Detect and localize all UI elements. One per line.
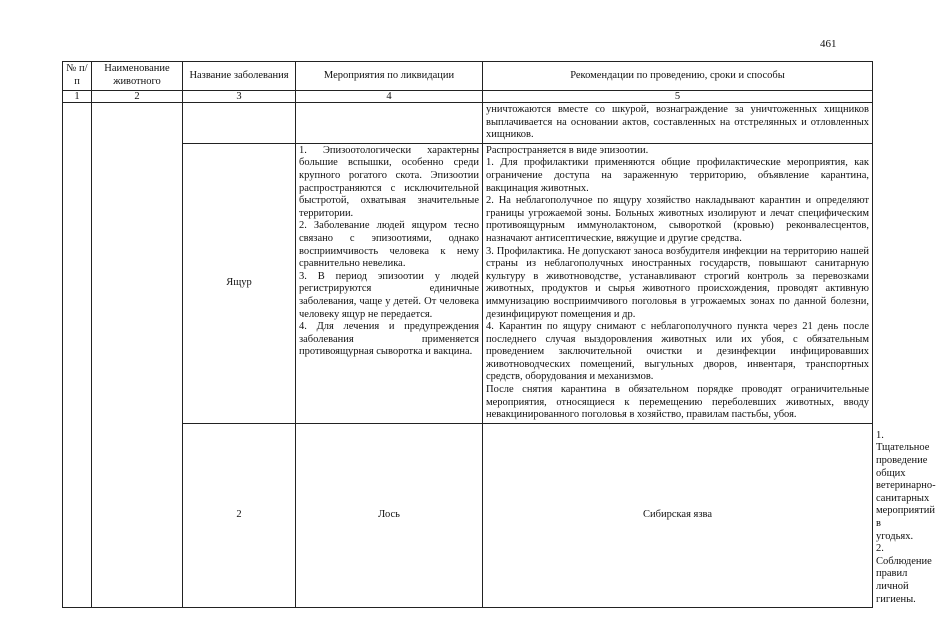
measure-item: 1. Эпизоотологически характерны большие вспышки, особенно среди крупного рогатого скота. Эпизоотии распространяются с исключительной быстротой, охватывая значительные территории. [299,144,479,219]
recommendations-cell [483,143,873,423]
header-row [63,62,873,91]
header-number: № п/п [63,62,92,91]
page-number: 461 [820,38,837,50]
column-number: 3 [183,91,296,103]
measure-item: 4. Для лечения и предупреждения заболевания применяется противоящурная сыворотка и вакцина. [299,321,479,358]
recommendation-item: 2. На неблагополучное по ящуру хозяйство накладывают карантин и определяют границы угрожаемой зоны. Больных животных изолируют и лечат специфическим противоящурным иммунолактоном, сывороткой (кровью) реконвалесцентов, назначают антисептические, вяжущие и другие средства. [486,195,869,244]
empty-disease-cell [183,103,296,144]
row-number-cell [63,103,92,608]
header-recommendations: Рекомендации по проведению, сроки и способы [483,62,873,91]
column-number-row [63,91,873,103]
disease-cell: Ящур [183,143,296,423]
table-row: 2 Лось Сибирская язва 1. Тщательное проведение общих ветеринарно-санитарных мероприятий в угодьях. 2. Соблюдение правил личной гигиены. [63,423,873,607]
empty-measures-cell [296,103,483,144]
column-number: 2 [92,91,183,103]
column-number: 4 [296,91,483,103]
table-row [63,103,873,144]
recommendation-item: 4. Карантин по ящуру снимают с неблагополучного пункта через 21 день после последнего случая выздоровления животных или их убоя, с обязательным проведением заключительной очистки и дезинфекции инфицировавших животноводческих помещений, выгульных дворов, инвентаря, транспортных средств, оборудования и механизмов. [486,321,869,383]
animal-cell: Лось [296,423,483,607]
measure-item: 3. В период эпизоотии у людей регистрируются единичные заболевания, чаще у детей. От человека человеку ящур не передается. [299,270,479,320]
disease-cell: Сибирская язва [483,423,873,607]
document-table [62,61,936,608]
header-measures: Мероприятия по ликвидации [296,62,483,91]
column-number: 1 [63,91,92,103]
row-number-cell: 2 [183,423,296,607]
header-disease: Название заболевания [183,62,296,91]
recommendation-item: Распространяется в виде эпизоотии. [486,144,649,156]
table-row [63,143,873,423]
recommendation-item: 1. Для профилактики применяются общие профилактические мероприятия, как ограничение доступа на зараженную территорию, объявление карантина, вакцинация животных. [486,157,869,194]
measures-cell [296,143,483,423]
measure-item: 2. Заболевание людей ящуром тесно связано с эпизоотиями, однако восприимчивость человека к нему сравнительно невелика. [299,220,479,270]
recommendation-item: После снятия карантина в обязательном порядке проводят ограничительные мероприятия, относящиеся к перемещению переболевших животных, вводу невакцинированного поголовья в хозяйство, правилам пастьбы, убоя. [486,384,869,421]
recommendation-item: 3. Профилактика. Не допускают заноса возбудителя инфекции на территорию нашей страны из неблагополучных иностранных государств, повышают санитарную культуру в животноводстве, устанавливают строгий контроль за перевозками животных, продуктов и сырья животного происхождения, проводят активную иммунизацию восприимчивого поголовья в угрожаемых зонах по данной болезни, дезинфицируют помещения и др. [486,245,869,320]
continuation-text: уничтожаются вместе со шкурой, вознаграждение за уничтоженных хищников выплачивается на основании актов, составленных на отстрелянных и отловленных хищников. [483,103,873,144]
column-number: 5 [483,91,873,103]
animal-cell [92,103,183,608]
header-animal: Наименование животного [92,62,183,91]
